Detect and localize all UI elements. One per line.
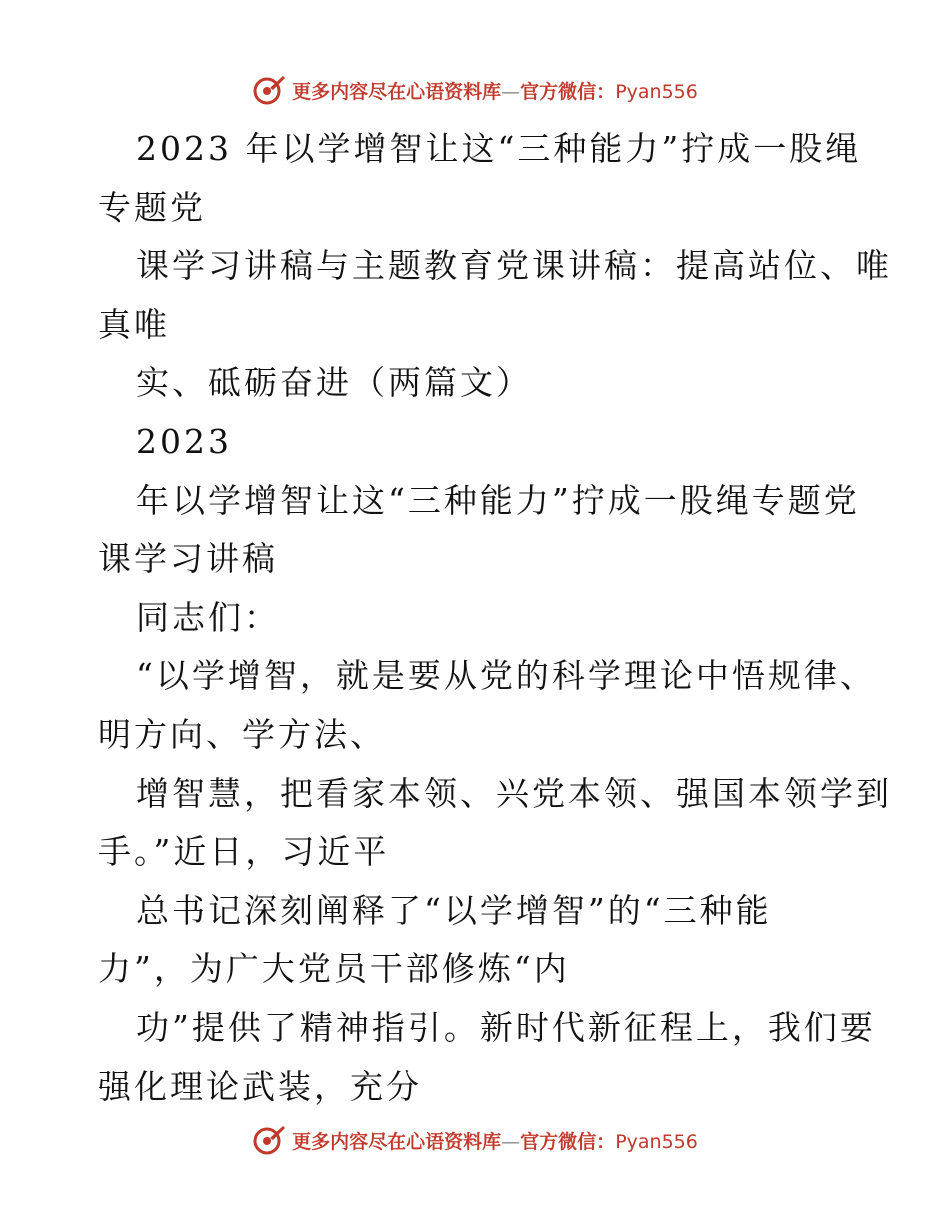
text-line: 强化理论武装，充分 [98, 1066, 422, 1106]
text-line: 真唯 [98, 304, 170, 344]
pen-logo-icon [252, 73, 286, 107]
pen-logo-icon [252, 1123, 286, 1157]
watermark-id: Pyan556 [615, 1130, 698, 1153]
text-line: 课学习讲稿 [98, 539, 278, 579]
text-line: 2023 年以学增智让这“三种能力”拧成一股绳 [136, 129, 862, 168]
watermark-text [292, 77, 698, 104]
header-watermark [0, 70, 950, 110]
watermark-dash: — [501, 1130, 521, 1153]
watermark-brand: 更多内容尽在心语资料库 [292, 80, 502, 103]
text-line: 同志们： [136, 597, 280, 637]
text-line: “以学增智，就是要从党的科学理论中悟规律、 [136, 656, 876, 696]
watermark-dash: — [501, 80, 521, 103]
text-line: 功”提供了精神指引。新时代新征程上，我们要 [136, 1007, 876, 1047]
text-line: 增智慧，把看家本领、兴党本领、强国本领学到 [136, 773, 892, 813]
watermark-contact: 官方微信： [520, 1130, 616, 1153]
text-line: 年以学增智让这“三种能力”拧成一股绳专题党 [136, 480, 860, 520]
watermark-contact: 官方微信： [520, 80, 616, 103]
watermark-id: Pyan556 [615, 80, 698, 103]
watermark-brand: 更多内容尽在心语资料库 [292, 1130, 502, 1153]
text-line: 专题党 [98, 187, 206, 227]
text-line: 2023 [136, 421, 232, 461]
text-line: 总书记深刻阐释了“以学增智”的“三种能 [136, 890, 772, 930]
footer-watermark [0, 1120, 950, 1160]
document-body [98, 120, 892, 1116]
watermark-text [292, 1127, 698, 1154]
text-line: 明方向、学方法、 [98, 714, 386, 754]
text-line: 实、砥砺奋进（两篇文） [136, 363, 532, 403]
text-line: 手。”近日，习近平 [98, 832, 390, 872]
text-line: 课学习讲稿与主题教育党课讲稿：提高站位、唯 [136, 246, 892, 286]
text-line: 力”，为广大党员干部修炼“内 [98, 949, 570, 989]
